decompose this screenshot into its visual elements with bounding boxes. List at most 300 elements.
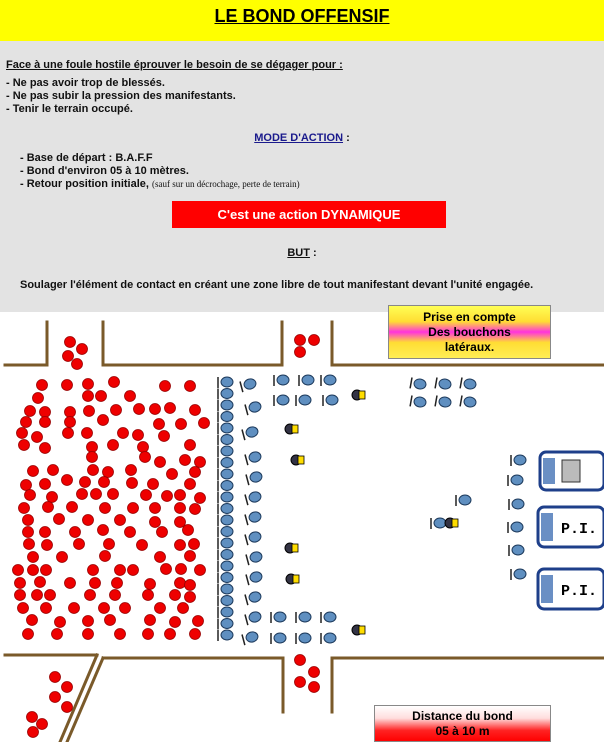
officer-icon	[245, 611, 262, 626]
demonstrator-dot	[15, 590, 26, 601]
demonstrator-dot	[37, 719, 48, 730]
demonstrator-dot	[28, 727, 39, 738]
demonstrator-dot	[40, 443, 51, 454]
demonstrator-dot	[126, 465, 137, 476]
officer-equipment	[452, 519, 458, 527]
officer-icon	[435, 378, 452, 391]
demonstrator-dot	[104, 539, 115, 550]
officer-icon	[508, 475, 523, 486]
demonstrator-dot	[83, 629, 94, 640]
officer-icon	[218, 596, 233, 607]
officer-icon	[431, 518, 446, 529]
officer-icon	[245, 511, 262, 526]
demonstrator-dot	[145, 615, 156, 626]
officer-helmet	[277, 375, 289, 385]
officer-icon	[218, 527, 233, 538]
equipped-officer-icon	[352, 625, 365, 635]
demonstrator-dot	[155, 603, 166, 614]
van-windshield	[541, 513, 553, 541]
bound-distance-line: Distance du bond	[412, 709, 513, 723]
equipped-officer-icon	[445, 518, 458, 528]
demonstrator-dot	[140, 452, 151, 463]
demonstrator-dot	[65, 578, 76, 589]
equipped-officer-icon	[352, 390, 365, 400]
officer-shield	[245, 494, 248, 505]
demonstrator-dot	[190, 629, 201, 640]
page-title: LE BOND OFFENSIF	[214, 6, 390, 26]
demonstrator-dot	[110, 590, 121, 601]
demonstrator-dot	[109, 377, 120, 388]
officer-helmet	[463, 396, 477, 408]
demonstrator-dot	[77, 489, 88, 500]
demonstrator-dot	[62, 702, 73, 713]
officer-icon	[218, 538, 233, 549]
demonstrator-dot	[69, 603, 80, 614]
tactical-diagram	[0, 312, 604, 742]
demonstrator-dot	[185, 592, 196, 603]
officer-helmet	[324, 612, 336, 622]
officer-icon	[511, 569, 526, 580]
demonstrator-dot	[295, 335, 306, 346]
demonstrator-dot	[62, 380, 73, 391]
demonstrator-dot	[190, 467, 201, 478]
officer-icon	[245, 401, 262, 416]
demonstrator-dot	[87, 452, 98, 463]
officer-icon	[218, 584, 233, 595]
officer-icon	[245, 531, 262, 546]
officer-helmet	[221, 492, 233, 502]
demonstrator-dot	[111, 405, 122, 416]
officer-icon	[218, 412, 233, 423]
officer-icon	[460, 378, 477, 391]
demonstrator-dot	[50, 672, 61, 683]
demonstrator-dot	[27, 712, 38, 723]
officer-equipment	[359, 391, 365, 399]
demonstrator-dot	[127, 478, 138, 489]
van-label: P.I.	[560, 521, 598, 538]
officer-icon	[460, 396, 477, 409]
officer-icon	[296, 395, 311, 406]
van-windshield	[541, 575, 553, 603]
demonstrator-dot	[77, 344, 88, 355]
officer-icon	[218, 515, 233, 526]
officer-helmet	[434, 518, 446, 528]
officer-shield	[410, 396, 412, 407]
officer-helmet	[512, 499, 524, 509]
officer-icon	[296, 633, 311, 644]
demonstrator-dot	[88, 465, 99, 476]
demonstrator-dot	[24, 539, 35, 550]
objective-item: - Tenir le terrain occupé.	[6, 103, 133, 115]
demonstrator-dot	[23, 629, 34, 640]
mode-note: (sauf sur un décrochage, perte de terrain)	[152, 179, 300, 189]
demonstrator-dot	[40, 417, 51, 428]
officer-helmet	[274, 612, 286, 622]
bound-distance-line: 05 à 10 m	[435, 724, 490, 738]
demonstrator-dot	[128, 565, 139, 576]
crowd-group	[13, 335, 320, 738]
demonstrator-dot	[150, 517, 161, 528]
officer-helmet	[245, 631, 259, 644]
demonstrator-dot	[21, 417, 32, 428]
officer-icon	[271, 633, 286, 644]
road-edge	[67, 658, 103, 742]
officer-shield	[240, 381, 243, 392]
officer-shield	[460, 378, 462, 389]
demonstrator-dot	[50, 692, 61, 703]
vehicle-van-pi	[538, 507, 604, 547]
officer-helmet	[511, 475, 523, 485]
officer-icon	[240, 378, 257, 393]
demonstrator-dot	[41, 565, 52, 576]
demonstrator-dot	[83, 379, 94, 390]
demonstrator-dot	[170, 617, 181, 628]
demonstrator-dot	[83, 515, 94, 526]
officer-helmet	[221, 446, 233, 456]
officer-icon	[218, 550, 233, 561]
officer-shield	[245, 534, 248, 545]
officer-icon	[218, 619, 233, 630]
mode-list	[20, 152, 300, 191]
demonstrator-dot	[32, 590, 43, 601]
demonstrator-dot	[52, 629, 63, 640]
demonstrator-dot	[190, 405, 201, 416]
but-heading	[0, 247, 604, 259]
demonstrator-dot	[195, 493, 206, 504]
officer-helmet	[324, 375, 336, 385]
officer-icon	[509, 499, 524, 510]
demonstrator-dot	[28, 466, 39, 477]
demonstrator-dot	[54, 514, 65, 525]
demonstrator-dot	[125, 527, 136, 538]
demonstrator-dot	[65, 417, 76, 428]
demonstrator-dot	[28, 565, 39, 576]
officer-helmet	[299, 633, 311, 643]
officer-icon	[410, 396, 427, 409]
mode-heading	[0, 132, 604, 144]
demonstrator-dot	[193, 616, 204, 627]
demonstrator-dot	[159, 431, 170, 442]
demonstrator-dot	[91, 489, 102, 500]
road-edge	[60, 655, 97, 742]
officer-icon	[218, 389, 233, 400]
demonstrator-dot	[47, 492, 58, 503]
officer-icon	[274, 375, 289, 386]
demonstrator-dot	[18, 603, 29, 614]
demonstrator-dot	[167, 469, 178, 480]
officer-helmet	[221, 607, 233, 617]
demonstrator-dot	[175, 503, 186, 514]
demonstrator-dot	[176, 564, 187, 575]
officer-helmet	[221, 469, 233, 479]
demonstrator-dot	[115, 565, 126, 576]
demonstrator-dot	[83, 391, 94, 402]
demonstrator-dot	[165, 629, 176, 640]
officer-helmet	[221, 619, 233, 629]
demonstrator-dot	[90, 578, 101, 589]
demonstrator-dot	[62, 475, 73, 486]
officer-equipment	[359, 626, 365, 634]
demonstrator-dot	[185, 580, 196, 591]
officer-helmet	[413, 396, 427, 408]
demonstrator-dot	[100, 551, 111, 562]
demonstrator-dot	[17, 428, 28, 439]
officer-helmet	[249, 471, 263, 484]
but-heading-colon: :	[309, 247, 317, 259]
officer-shield	[245, 404, 248, 415]
intro-text: Face à une foule hostile éprouver le besoin de se dégager pour :	[6, 59, 343, 71]
demonstrator-dot	[88, 565, 99, 576]
demonstrator-dot	[40, 527, 51, 538]
demonstrator-dot	[37, 380, 48, 391]
officer-helmet	[459, 495, 471, 505]
officer-helmet	[243, 378, 257, 391]
demonstrator-dot	[65, 407, 76, 418]
officer-helmet	[324, 633, 336, 643]
officer-icon	[218, 504, 233, 515]
objective-item: - Ne pas subir la pression des manifestants.	[6, 90, 236, 102]
officer-equipment	[292, 544, 298, 552]
demonstrator-dot	[40, 407, 51, 418]
van-windshield	[543, 458, 555, 484]
demonstrator-dot	[103, 467, 114, 478]
demonstrator-dot	[295, 347, 306, 358]
demonstrator-dot	[175, 540, 186, 551]
action-box: C'est une action DYNAMIQUE	[172, 201, 446, 228]
demonstrator-dot	[134, 404, 145, 415]
officer-icon	[245, 591, 262, 606]
officer-icon	[218, 469, 233, 480]
info-panel	[0, 41, 604, 312]
demonstrator-dot	[43, 502, 54, 513]
demonstrator-dot	[148, 479, 159, 490]
objectives-list	[6, 77, 236, 116]
officer-icon	[218, 377, 233, 388]
officer-icon	[218, 423, 233, 434]
demonstrator-dot	[63, 351, 74, 362]
officer-shield	[245, 454, 248, 465]
officer-helmet	[248, 511, 262, 524]
officer-shield	[246, 554, 249, 565]
demonstrator-dot	[195, 565, 206, 576]
officer-icon	[323, 395, 338, 406]
officer-icon	[511, 455, 526, 466]
officer-helmet	[221, 481, 233, 491]
officer-shield	[242, 429, 245, 440]
officer-icon	[242, 631, 259, 646]
demonstrator-dot	[180, 455, 191, 466]
officer-helmet	[248, 531, 262, 544]
demonstrator-dot	[72, 359, 83, 370]
officer-helmet	[277, 395, 289, 405]
equipped-officer-icon	[285, 543, 298, 553]
demonstrator-dot	[175, 490, 186, 501]
officer-helmet	[512, 545, 524, 555]
demonstrator-dot	[160, 381, 171, 392]
officer-helmet	[221, 412, 233, 422]
demonstrator-dot	[80, 477, 91, 488]
officer-icon	[218, 458, 233, 469]
demonstrator-dot	[100, 503, 111, 514]
officer-icon	[321, 612, 336, 623]
officer-helmet	[249, 551, 263, 564]
demonstrator-dot	[33, 393, 44, 404]
demonstrator-dot	[309, 667, 320, 678]
side-blocks-box	[388, 305, 551, 359]
officer-icon	[271, 612, 286, 623]
officer-shield	[246, 574, 249, 585]
demonstrator-dot	[96, 391, 107, 402]
demonstrator-dot	[65, 337, 76, 348]
officer-helmet	[221, 573, 233, 583]
officer-helmet	[245, 426, 259, 439]
officer-icon	[218, 607, 233, 618]
demonstrator-dot	[295, 655, 306, 666]
officer-icon	[321, 375, 336, 386]
officer-helmet	[221, 458, 233, 468]
demonstrator-dot	[176, 419, 187, 430]
demonstrator-dot	[199, 418, 210, 429]
demonstrator-dot	[161, 564, 172, 575]
demonstrator-dot	[189, 539, 200, 550]
van-cargo	[562, 460, 580, 482]
demonstrator-dot	[150, 404, 161, 415]
officer-icon	[274, 395, 289, 406]
officer-helmet	[248, 611, 262, 624]
officer-helmet	[248, 451, 262, 464]
officer-helmet	[221, 504, 233, 514]
officer-shield	[242, 634, 245, 645]
demonstrator-dot	[74, 539, 85, 550]
officer-helmet	[221, 400, 233, 410]
officer-icon	[218, 492, 233, 503]
mode-item: - Base de départ : B.A.F.F	[20, 152, 153, 164]
officer-helmet	[221, 435, 233, 445]
demonstrator-dot	[35, 577, 46, 588]
demonstrator-dot	[19, 503, 30, 514]
demonstrator-dot	[170, 590, 181, 601]
officer-helmet	[326, 395, 338, 405]
demonstrator-dot	[157, 527, 168, 538]
equipped-officer-icon	[286, 574, 299, 584]
officer-shield	[410, 378, 412, 389]
demonstrator-dot	[118, 428, 129, 439]
demonstrator-dot	[48, 465, 59, 476]
demonstrator-dot	[143, 629, 154, 640]
demonstrator-dot	[23, 515, 34, 526]
demonstrator-dot	[98, 525, 109, 536]
demonstrator-dot	[99, 603, 110, 614]
officer-helmet	[514, 569, 526, 579]
side-blocks-line: Des bouchons	[428, 325, 511, 339]
officer-helmet	[221, 423, 233, 433]
demonstrator-dot	[82, 428, 93, 439]
officer-helmet	[221, 377, 233, 387]
officer-helmet	[438, 378, 452, 390]
demonstrator-dot	[138, 442, 149, 453]
demonstrator-dot	[23, 527, 34, 538]
demonstrator-dot	[98, 415, 109, 426]
van-label: P.I.	[560, 583, 598, 600]
demonstrator-dot	[13, 565, 24, 576]
officer-helmet	[221, 527, 233, 537]
demonstrator-dot	[40, 479, 51, 490]
demonstrator-dot	[178, 603, 189, 614]
officer-helmet	[221, 550, 233, 560]
officer-helmet	[248, 491, 262, 504]
officer-helmet	[248, 591, 262, 604]
mode-item	[20, 178, 300, 191]
demonstrator-dot	[63, 428, 74, 439]
but-heading-label: BUT	[287, 247, 310, 259]
officer-icon	[245, 451, 262, 466]
side-blocks-line: Prise en compte	[423, 310, 516, 324]
officer-icon	[296, 612, 311, 623]
demonstrator-dot	[84, 406, 95, 417]
officer-icon	[242, 426, 259, 441]
demonstrator-dot	[70, 527, 81, 538]
objective-item: - Ne pas avoir trop de blessés.	[6, 77, 165, 89]
demonstrator-dot	[55, 617, 66, 628]
officer-helmet	[249, 571, 263, 584]
demonstrator-dot	[15, 578, 26, 589]
demonstrator-dot	[85, 590, 96, 601]
officer-helmet	[438, 396, 452, 408]
demonstrator-dot	[112, 578, 123, 589]
officer-helmet	[299, 612, 311, 622]
officer-icon	[456, 495, 471, 506]
officer-shield	[460, 396, 462, 407]
demonstrator-dot	[27, 615, 38, 626]
officer-helmet	[274, 633, 286, 643]
title-bar	[0, 0, 604, 41]
mode-item-text: - Retour position initiale,	[20, 178, 152, 190]
demonstrator-dot	[125, 391, 136, 402]
demonstrator-dot	[42, 540, 53, 551]
demonstrator-dot	[195, 457, 206, 468]
demonstrator-dot	[309, 682, 320, 693]
officer-shield	[435, 378, 437, 389]
demonstrator-dot	[145, 579, 156, 590]
demonstrator-dot	[115, 515, 126, 526]
vehicle-car	[540, 452, 604, 490]
demonstrator-dot	[83, 616, 94, 627]
demonstrator-dot	[154, 419, 165, 430]
officer-equipment	[293, 575, 299, 583]
officer-icon	[321, 633, 336, 644]
officer-helmet	[221, 596, 233, 606]
demonstrator-dot	[108, 489, 119, 500]
officer-helmet	[221, 538, 233, 548]
demonstrator-dot	[185, 479, 196, 490]
demonstrator-dot	[115, 629, 126, 640]
demonstrator-dot	[295, 677, 306, 688]
police-group	[218, 375, 526, 645]
officer-equipment	[298, 456, 304, 464]
officer-helmet	[302, 375, 314, 385]
demonstrator-dot	[41, 603, 52, 614]
officer-icon	[246, 551, 263, 566]
demonstrator-dot	[155, 552, 166, 563]
officer-icon	[508, 522, 523, 533]
demonstrator-dot	[25, 490, 36, 501]
officer-helmet	[221, 630, 233, 640]
demonstrator-dot	[133, 430, 144, 441]
mode-heading-label: MODE D'ACTION	[254, 132, 344, 144]
officer-icon	[218, 630, 233, 641]
officer-shield	[245, 594, 248, 605]
mode-item: - Bond d'environ 05 à 10 mètres.	[20, 165, 189, 177]
